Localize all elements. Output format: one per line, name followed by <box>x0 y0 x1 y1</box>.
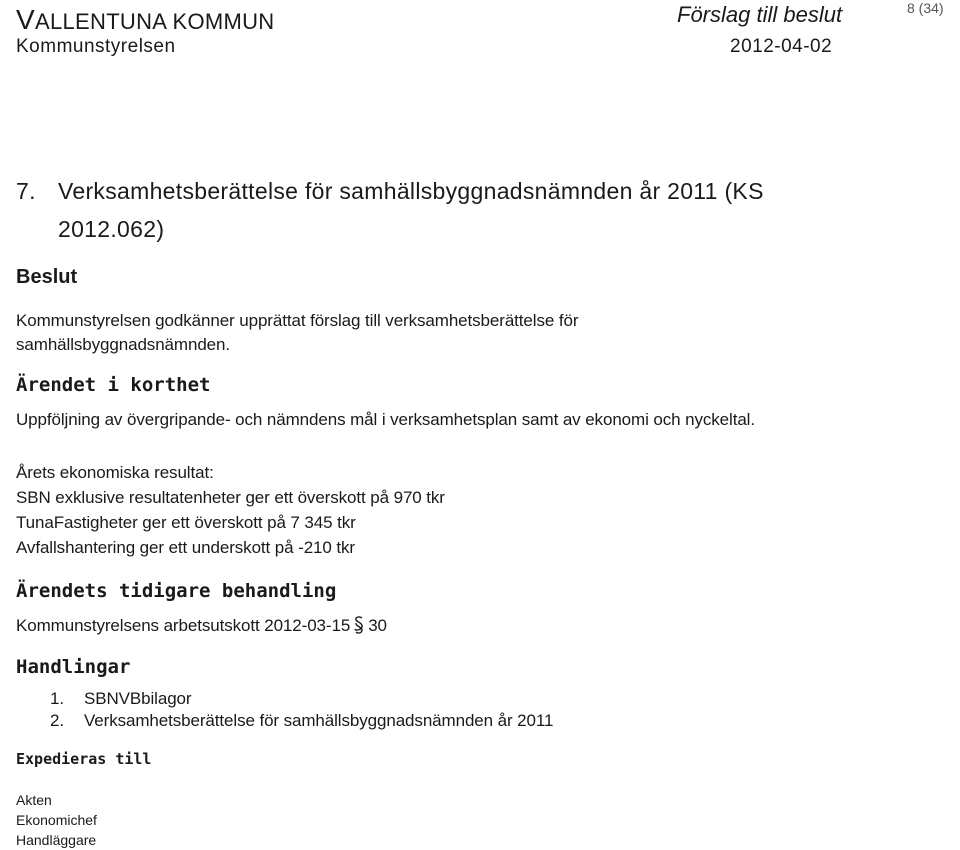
korthet-text: Uppföljning av övergripande- och nämndens mål i verksamhetsplan samt av ekonomi och nyckeltal. <box>16 410 755 429</box>
attachment-item: 1. SBNVBbilagor <box>50 689 192 708</box>
unit-name: Kommunstyrelsen <box>16 36 176 57</box>
organization-name: VALLENTUNA KOMMUN <box>16 4 275 35</box>
expedieras-heading: Expedieras till <box>16 750 152 768</box>
item-title-line-1: Verksamhetsberättelse för samhällsbyggnadsnämnden år 2011 (KS <box>58 178 764 204</box>
attachment-list <box>50 688 553 732</box>
result-line: SBN exklusive resultatenheter ger ett överskott på 970 tkr <box>16 488 445 507</box>
beslut-text <box>16 309 578 357</box>
result-block <box>16 460 445 560</box>
recipient: Handläggare <box>16 832 97 848</box>
result-line: Årets ekonomiska resultat: <box>16 463 214 482</box>
tidigare-text: Kommunstyrelsens arbetsutskott 2012-03-15 30 <box>16 616 387 635</box>
item-number: 7. <box>16 178 36 204</box>
beslut-line-2: samhällsbyggnadsnämnden. <box>16 335 231 354</box>
item-title <box>16 172 916 248</box>
recipient: Akten <box>16 792 52 808</box>
recipient: Ekonomichef <box>16 812 97 828</box>
korthet-heading: Ärendet i korthet <box>16 374 211 396</box>
attachment-item: 2. Verksamhetsberättelse för samhällsbyggnadsnämnden år 2011 <box>50 711 554 730</box>
result-line: Avfallshantering ger ett underskott på -210 tkr <box>16 538 355 557</box>
recipient-list <box>16 790 97 850</box>
beslut-line-1: Kommunstyrelsen godkänner upprättat förslag till verksamhetsberättelse för <box>16 311 579 330</box>
section-sign-icon <box>351 615 367 635</box>
page-number: 8 (34) <box>907 0 944 16</box>
beslut-heading: Beslut <box>16 266 78 288</box>
result-line: TunaFastigheter ger ett överskott på 7 345 tkr <box>16 513 356 532</box>
document-status: Förslag till beslut <box>677 2 843 27</box>
document-date: 2012-04-02 <box>730 36 833 57</box>
item-title-line-2: 2012.062) <box>58 216 165 242</box>
tidigare-heading: Ärendets tidigare behandling <box>16 580 337 602</box>
handlingar-heading: Handlingar <box>16 656 131 678</box>
